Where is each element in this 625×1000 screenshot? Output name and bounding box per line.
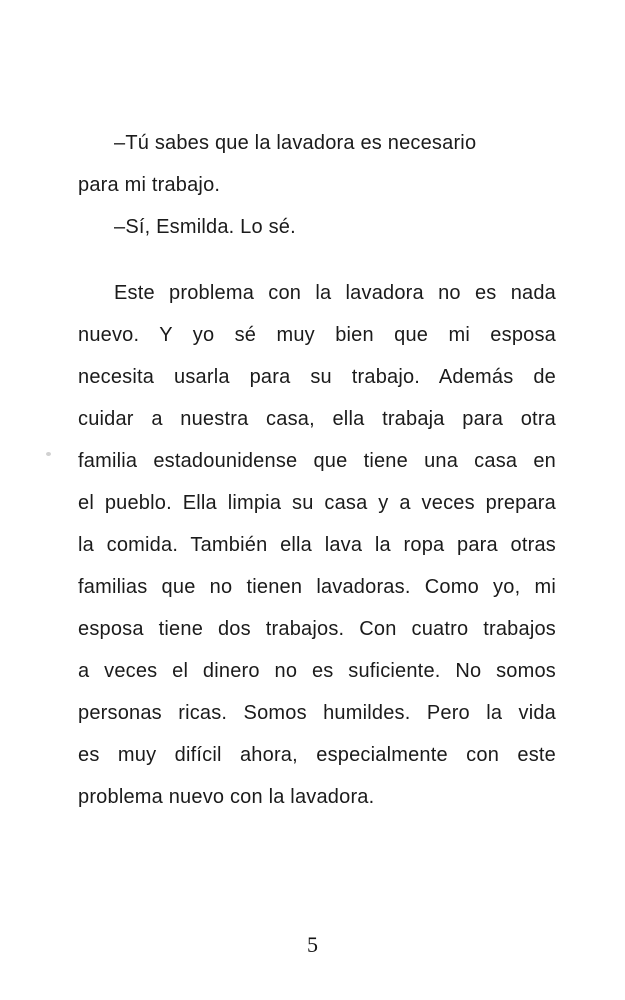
text-line: a veces el dinero no es suficiente. No somos: [78, 660, 556, 682]
body-paragraph: [78, 272, 556, 818]
text-line: familias que no tienen lavadoras. Como yo, mi: [78, 576, 556, 598]
text-line: nuevo. Y yo sé muy bien que mi esposa: [78, 324, 556, 346]
text-line: personas ricas. Somos humildes. Pero la vida: [78, 702, 556, 724]
text-line: –Sí, Esmilda. Lo sé.: [114, 216, 296, 238]
text-line: el pueblo. Ella limpia su casa y a veces prepara: [78, 492, 556, 514]
text-line: la comida. También ella lava la ropa para otras: [78, 534, 556, 556]
text-line: familia estadounidense que tiene una casa en: [78, 450, 556, 472]
text-line: Este problema con la lavadora no es nada: [114, 282, 556, 304]
page-number: 5: [307, 932, 318, 957]
text-block: [78, 122, 556, 818]
text-line: para mi trabajo.: [78, 174, 221, 196]
text-line: es muy difícil ahora, especialmente con este: [78, 744, 556, 766]
dialogue-paragraph-1: [78, 122, 556, 206]
text-line: problema nuevo con la lavadora.: [78, 786, 375, 808]
text-line: esposa tiene dos trabajos. Con cuatro trabajos: [78, 618, 556, 640]
text-line: –Tú sabes que la lavadora es necesario: [114, 132, 477, 154]
text-line: cuidar a nuestra casa, ella trabaja para otra: [78, 408, 556, 430]
scan-speck-artifact: [46, 452, 51, 456]
dialogue-paragraph-2: [78, 206, 556, 248]
text-line: necesita usarla para su trabajo. Además de: [78, 366, 556, 388]
